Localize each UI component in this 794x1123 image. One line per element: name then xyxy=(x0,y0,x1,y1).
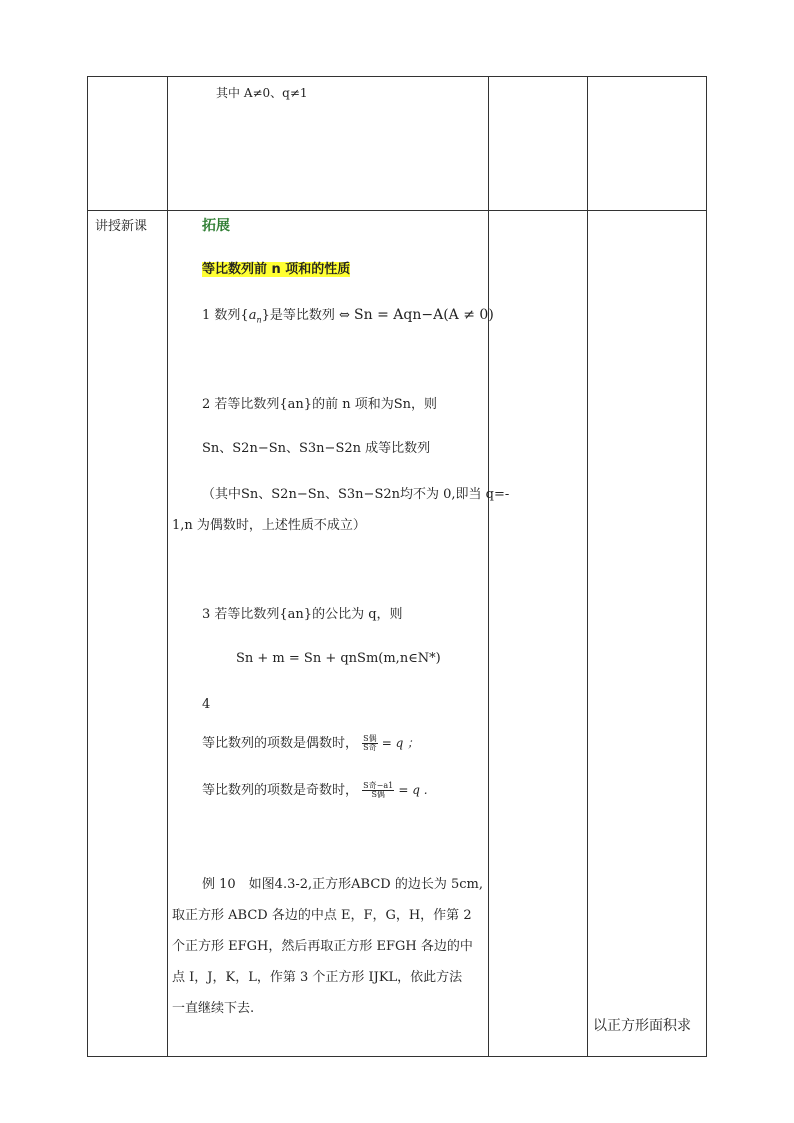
example-line: 个正方形 EFGH，然后再取正方形 EFGH 各边的中 xyxy=(172,939,473,954)
property-2-note-line-2: 1,n 为偶数时，上述性质不成立） xyxy=(172,518,366,533)
column-divider-2 xyxy=(488,76,489,1057)
property-2-line-1: 2 若等比数列{an}的前 n 项和为Sn，则 xyxy=(202,397,437,412)
property-1 xyxy=(202,307,494,325)
table-left-border xyxy=(87,76,88,1057)
condition-text: 其中 A≠0、q≠1 xyxy=(216,86,308,100)
fraction-denominator: S偶 xyxy=(371,790,385,799)
property-4-even-text: 等比数列的项数是偶数时， xyxy=(202,736,359,751)
column-divider-1 xyxy=(167,76,168,1057)
property-3-line-1: 3 若等比数列{an}的公比为 q，则 xyxy=(202,607,403,622)
example-line: 点 I，J，K，L，作第 3 个正方形 IJKL，依此方法 xyxy=(172,970,463,985)
fraction-denominator: S奇 xyxy=(363,743,377,752)
odd-ratio-fraction xyxy=(362,782,394,799)
example-10-paragraph xyxy=(172,869,484,1024)
property-2-line-2: Sn、S2n−Sn、S3n−S2n 成等比数列 xyxy=(202,441,431,456)
property-4-odd-tail: = q . xyxy=(398,783,428,797)
property-4-even-tail: = q ； xyxy=(381,736,420,750)
example-line: 取正方形 ABCD 各边的中点 E，F，G，H，作第 2 xyxy=(172,908,472,923)
even-ratio-fraction xyxy=(362,735,377,752)
heading-extension: 拓展 xyxy=(202,218,230,234)
property-4-even xyxy=(202,735,419,752)
property-4-odd-text: 等比数列的项数是奇数时， xyxy=(202,783,359,798)
property-4-number: 4 xyxy=(202,697,211,712)
section-label: 讲授新课 xyxy=(95,219,148,234)
property-1-formula: Sn = Aqn−A(A ≠ 0) xyxy=(354,307,494,323)
property-1-mid: }是等比数列 ⇔ xyxy=(261,308,355,323)
property-2-note-line-1: （其中Sn、S2n−Sn、S3n−S2n均不为 0,即当 q=- xyxy=(202,487,510,502)
property-4-odd xyxy=(202,782,428,799)
table-right-border xyxy=(706,76,707,1057)
subheading xyxy=(202,262,350,278)
subheading-highlight: 等比数列前 n 项和的性质 xyxy=(202,262,351,277)
table-bottom-border xyxy=(87,1056,707,1057)
table-top-border xyxy=(87,76,707,77)
column-divider-3 xyxy=(587,76,588,1057)
row-divider xyxy=(87,210,707,211)
example-line: 例 10 如图4.3-2,正方形ABCD 的边长为 5cm, xyxy=(202,877,483,892)
property-1-prefix: 1 数列{ xyxy=(202,308,249,323)
fraction-numerator: S偶 xyxy=(363,734,377,743)
right-note: 以正方形面积求 xyxy=(593,1018,691,1034)
sequence-term: $a_n$ xyxy=(248,308,262,325)
example-line: 一直继续下去. xyxy=(172,1001,255,1016)
property-3-formula: Sn + m = Sn + qnSm(m,n∈N*) xyxy=(236,651,441,666)
fraction-numerator: S奇−a1 xyxy=(363,781,394,790)
